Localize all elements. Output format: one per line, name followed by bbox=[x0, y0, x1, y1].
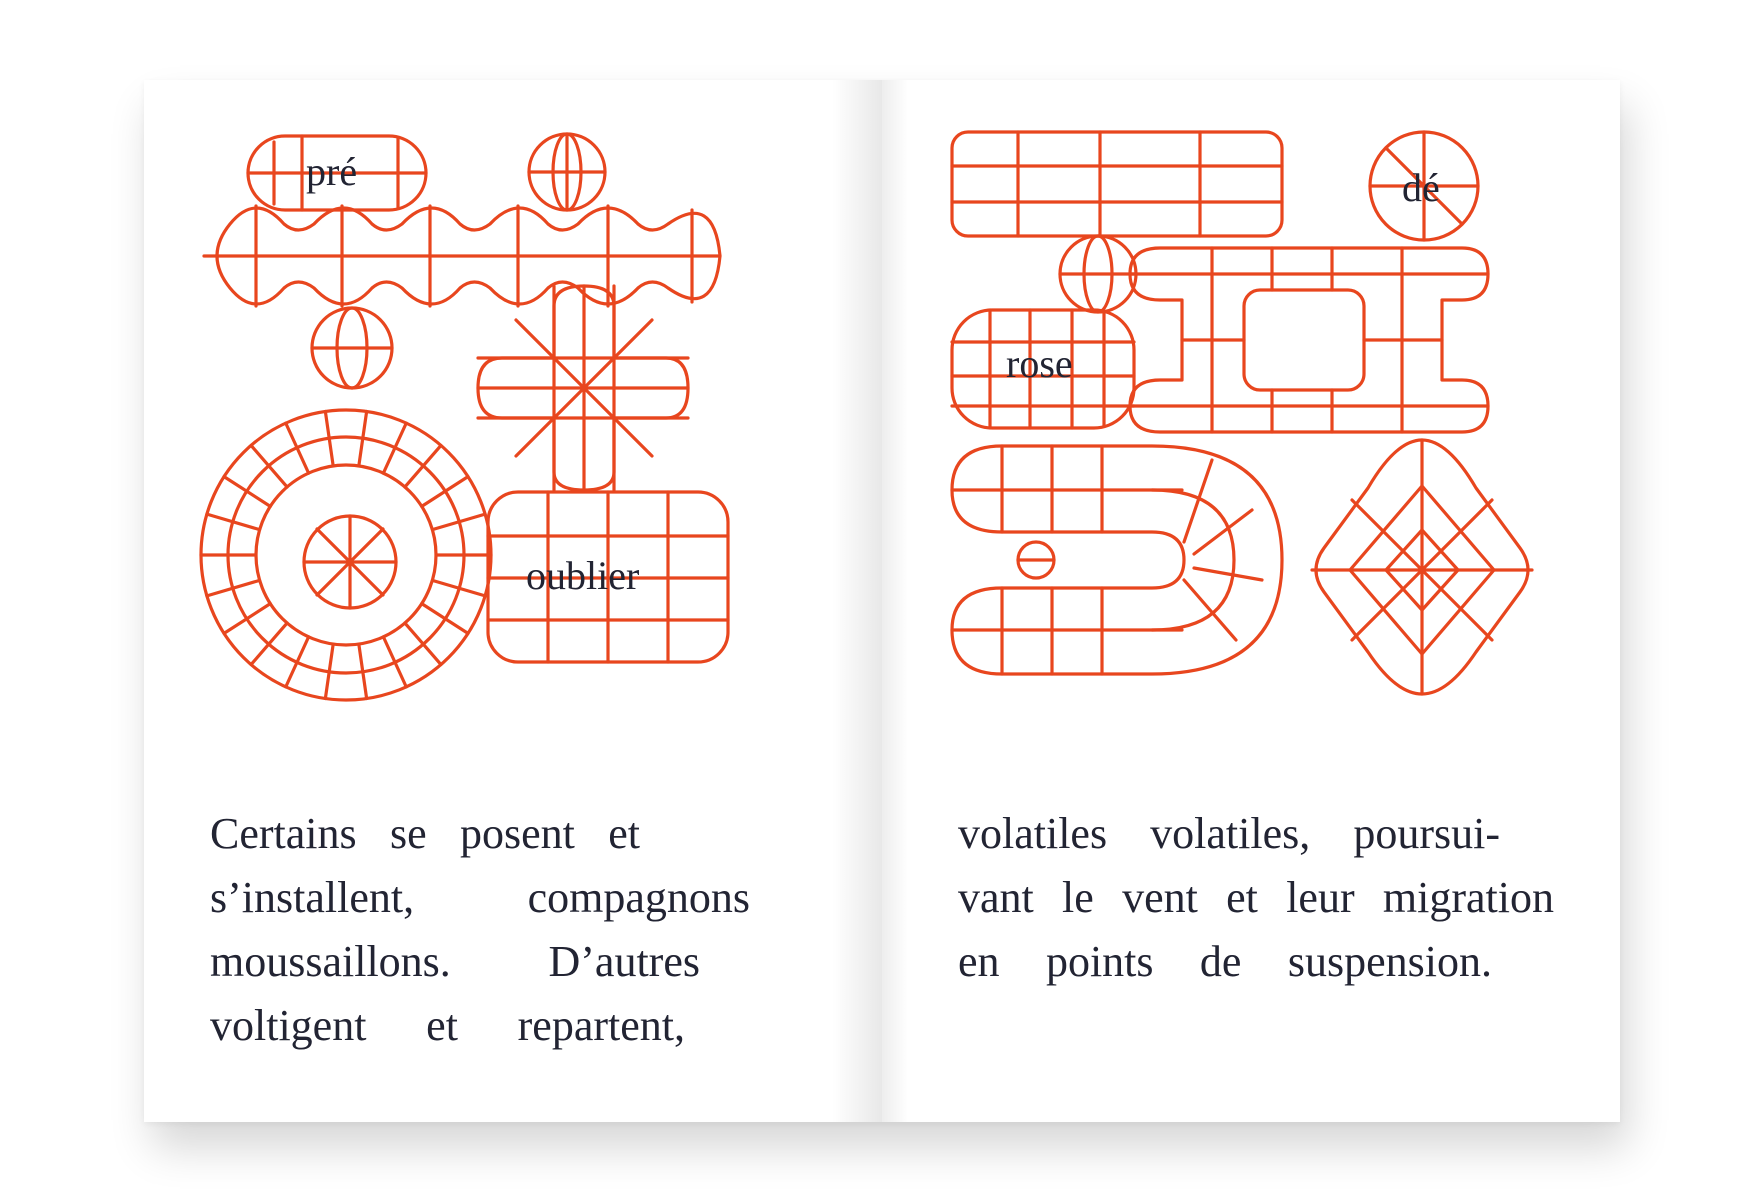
text-line: vant le vent et leur migration bbox=[958, 873, 1554, 922]
left-paragraph bbox=[210, 802, 810, 1058]
text-line: s’installent, compagnons bbox=[210, 873, 750, 922]
book-spread bbox=[144, 80, 1620, 1122]
text-line: en points de suspension. bbox=[958, 937, 1492, 986]
word-oublier: oublier bbox=[526, 553, 640, 598]
word-rose: rose bbox=[1006, 341, 1073, 386]
word-pre: pré bbox=[306, 149, 358, 194]
left-page bbox=[144, 80, 882, 1122]
text-line: Certains se posent et bbox=[210, 809, 640, 858]
word-de: dé bbox=[1402, 165, 1440, 210]
text-line: volatiles volatiles, poursui- bbox=[958, 809, 1500, 858]
text-line: moussaillons. D’autres bbox=[210, 937, 700, 986]
right-paragraph bbox=[958, 802, 1558, 994]
right-page bbox=[882, 80, 1620, 1122]
text-line: voltigent et repartent, bbox=[210, 1001, 685, 1050]
